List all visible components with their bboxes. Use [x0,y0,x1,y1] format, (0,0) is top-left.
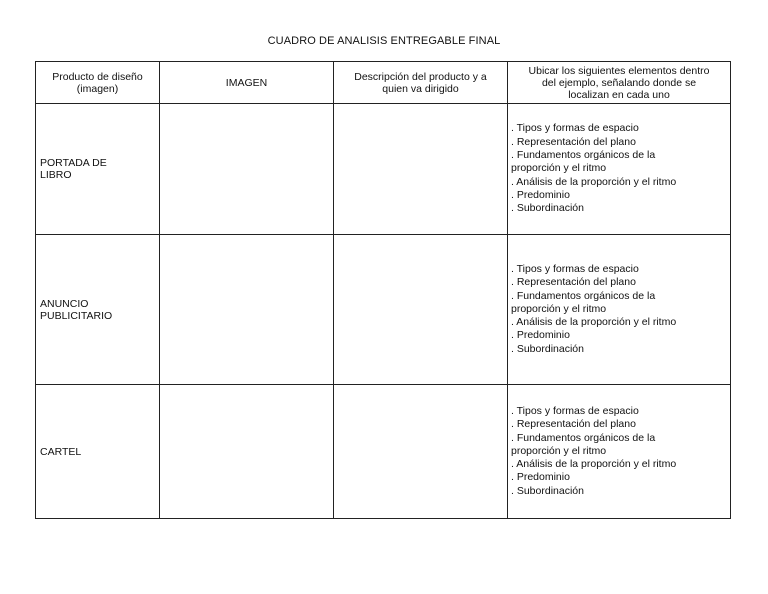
product-name-line: PORTADA DE [40,157,107,169]
element-item: . Análisis de la proporción y el ritmo [511,458,677,471]
image-cell[interactable] [160,385,334,519]
element-item: proporción y el ritmo [511,162,607,175]
header-elements-line: Ubicar los siguientes elementos dentro [528,64,710,77]
element-item: . Fundamentos orgánicos de la [511,149,656,162]
element-item: . Tipos y formas de espacio [511,262,639,275]
element-item: . Fundamentos orgánicos de la [511,289,656,302]
header-elements-line: del ejemplo, señalando donde se [541,76,697,89]
product-name-line: CARTEL [40,445,82,458]
element-item: . Predominio [511,471,570,484]
product-name-line: ANUNCIO [40,297,89,310]
description-cell[interactable] [334,104,508,235]
element-item: . Representación del plano [511,135,636,148]
image-cell[interactable] [160,104,334,235]
header-image [160,62,334,104]
header-elements [508,62,731,104]
product-cell [36,104,160,235]
elements-cell [508,104,731,235]
element-item: . Representación del plano [511,418,636,431]
header-product [36,62,160,104]
element-item: . Subordinación [511,342,584,355]
elements-cell [508,235,731,385]
element-item: . Subordinación [511,202,584,215]
table-row [36,385,731,519]
header-description [334,62,508,104]
header-product-line: (imagen) [76,82,119,95]
element-item: . Fundamentos orgánicos de la [511,431,656,444]
table-row [36,235,731,385]
element-item: . Predominio [511,329,570,342]
analysis-table [35,61,731,519]
header-description-line: quien va dirigido [382,82,459,95]
product-cell [36,385,160,519]
product-name-line: LIBRO [40,169,72,181]
header-image-label: IMAGEN [225,76,268,89]
elements-cell [508,385,731,519]
element-item: proporción y el ritmo [511,444,607,457]
header-product-line: Producto de diseño [52,70,143,83]
header-elements-line: localizan en cada uno [568,88,670,101]
header-row [36,62,731,104]
document-title: CUADRO DE ANALISIS ENTREGABLE FINAL [267,35,501,47]
element-item: . Análisis de la proporción y el ritmo [511,316,677,329]
element-item: . Representación del plano [511,276,636,289]
element-item: . Tipos y formas de espacio [511,404,639,417]
product-cell [36,235,160,385]
header-description-line: Descripción del producto y a [354,70,487,83]
element-item: . Tipos y formas de espacio [511,122,639,135]
table-row [36,104,731,235]
element-item: . Análisis de la proporción y el ritmo [511,175,677,188]
element-item: . Predominio [511,188,570,201]
description-cell[interactable] [334,385,508,519]
element-item: . Subordinación [511,484,584,497]
element-item: proporción y el ritmo [511,302,607,315]
image-cell[interactable] [160,235,334,385]
product-name-line: PUBLICITARIO [40,309,113,322]
description-cell[interactable] [334,235,508,385]
